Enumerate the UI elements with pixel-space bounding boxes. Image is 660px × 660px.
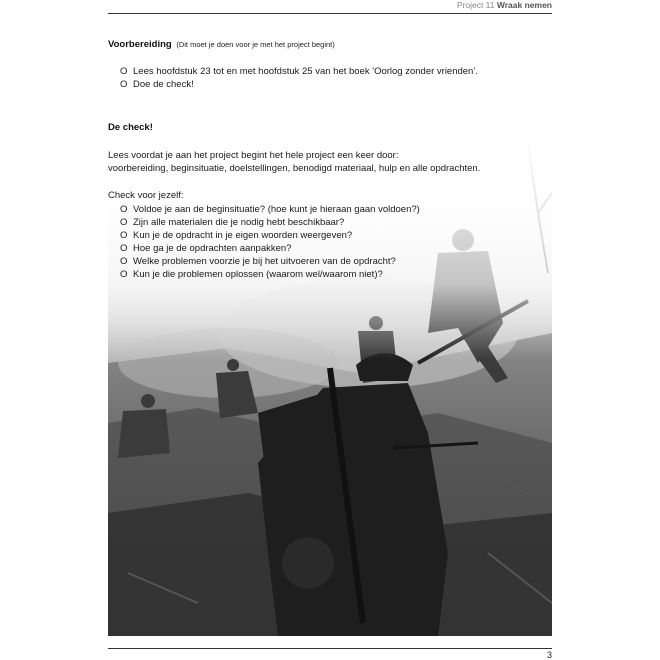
check-heading [108, 122, 153, 133]
preparation-title: Voorbereiding [108, 39, 172, 50]
list-item [120, 255, 420, 268]
bullet-icon: O [120, 217, 128, 228]
bullet-icon: O [120, 243, 128, 254]
bullet-icon: O [120, 204, 128, 215]
preparation-note: (Dit moet je doen voor je met het project begint) [176, 40, 335, 49]
bullet-icon: O [120, 256, 128, 267]
project-title: Wraak nemen [496, 0, 552, 10]
list-item [120, 268, 420, 281]
list-item-text: Kun je die problemen oplossen (waarom wel/waarom niet)? [133, 269, 383, 280]
list-item-text: Kun je de opdracht in je eigen woorden weergeven? [133, 230, 353, 241]
preparation-list [120, 65, 478, 91]
list-item [120, 216, 420, 229]
list-item-text: Voldoe je aan de beginsituatie? (hoe kunt je hieraan gaan voldoen?) [133, 204, 420, 215]
check-title: De check! [108, 122, 153, 133]
list-item-text: Lees hoofdstuk 23 tot en met hoofdstuk 25 van het boek 'Oorlog zonder vrienden'. [133, 66, 478, 77]
list-item-text: Welke problemen voorzie je bij het uitvoeren van de opdracht? [133, 256, 396, 267]
preparation-heading [108, 39, 335, 50]
list-item-text: Doe de check! [133, 79, 194, 90]
list-item [120, 203, 420, 216]
list-item [120, 242, 420, 255]
check-list [120, 203, 420, 281]
list-item-text: Zijn alle materialen die je nodig hebt beschikbaar? [133, 217, 345, 228]
page-number: 3 [546, 650, 552, 660]
project-number: Project 11 [456, 0, 495, 10]
bullet-icon: O [120, 230, 128, 241]
self-check-label: Check voor jezelf: [108, 190, 184, 201]
intro-line-1: Lees voordat je aan het project begint het hele project een keer door: [108, 150, 399, 161]
bullet-icon: O [120, 66, 128, 77]
bullet-icon: O [120, 79, 128, 90]
list-item [120, 78, 478, 91]
intro-line-2: voorbereiding, beginsituatie, doelstellingen, benodigd materiaal, hulp en alle opdrachten. [108, 163, 481, 174]
list-item [120, 229, 420, 242]
list-item [120, 65, 478, 78]
list-item-text: Hoe ga je de opdrachten aanpakken? [133, 243, 292, 254]
bullet-icon: O [120, 269, 128, 280]
check-intro [108, 149, 480, 175]
